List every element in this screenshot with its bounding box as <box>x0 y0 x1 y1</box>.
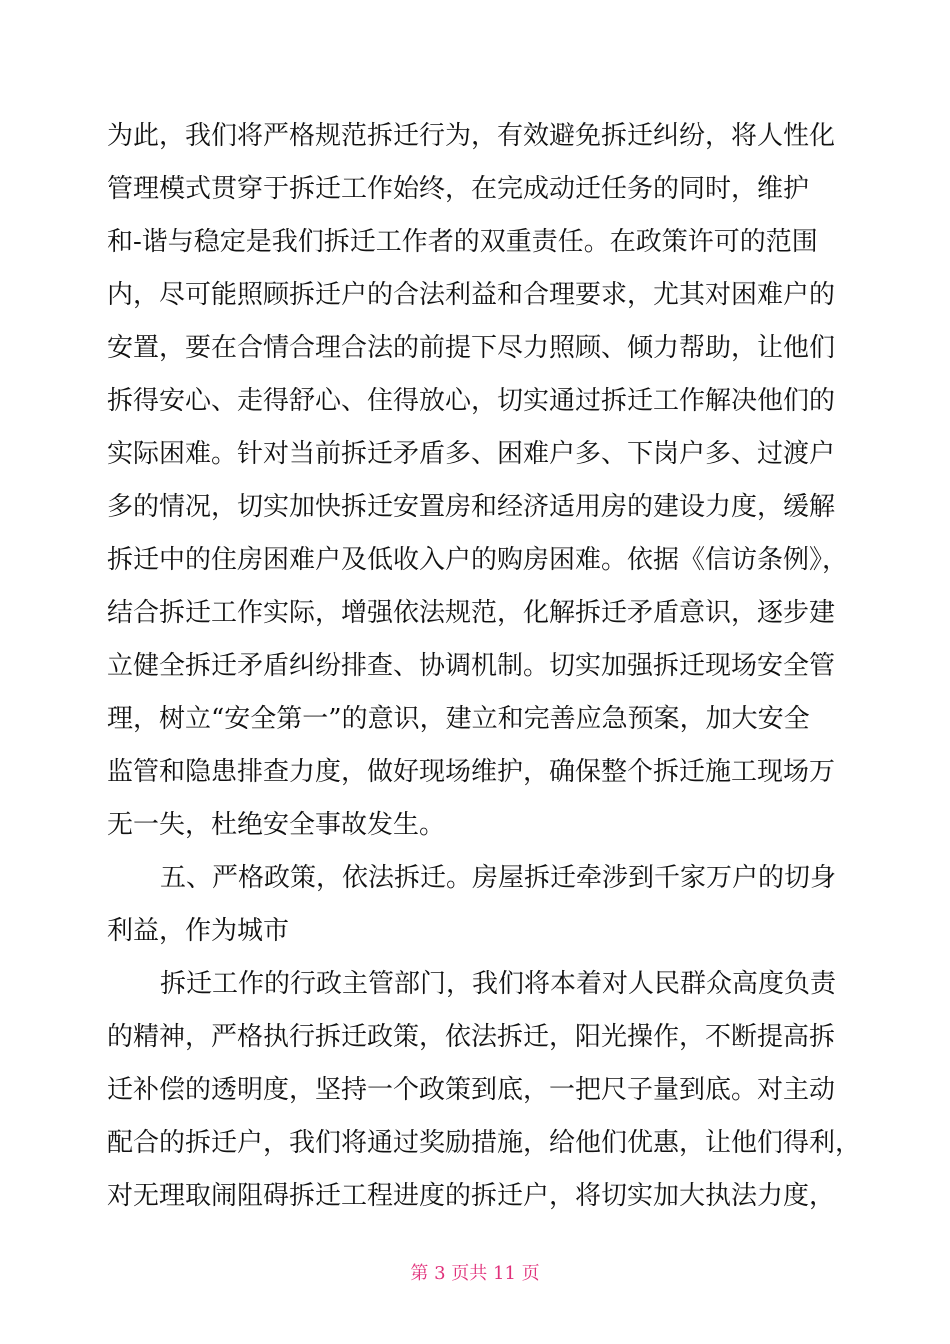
text-line: 对无理取闹阻碍拆迁工程进度的拆迁户，将切实加大执法力度， <box>107 1181 836 1211</box>
text-line: 的精神，严格执行拆迁政策，依法拆迁，阳光操作，不断提高拆 <box>107 1022 836 1052</box>
text-line: 结合拆迁工作实际，增强依法规范，化解拆迁矛盾意识，逐步建 <box>107 598 836 628</box>
text-line: 利益，作为城市 <box>107 916 290 946</box>
text-line: 安置，要在合情合理合法的前提下尽力照顾、倾力帮助，让他们 <box>107 333 836 363</box>
text-line: 五、严格政策，依法拆迁。房屋拆迁牵涉到千家万户的切身 <box>160 863 837 893</box>
page-number-footer: 第 3 页共 11 页 <box>410 1263 540 1284</box>
text-line: 为此，我们将严格规范拆迁行为，有效避免拆迁纠纷，将人性化 <box>107 121 836 151</box>
text-line: 配合的拆迁户，我们将通过奖励措施，给他们优惠，让他们得利， <box>107 1128 862 1158</box>
text-line: 实际困难。针对当前拆迁矛盾多、困难户多、下岗户多、过渡户 <box>107 439 836 469</box>
text-line: 拆得安心、走得舒心、住得放心，切实通过拆迁工作解决他们的 <box>107 386 836 416</box>
text-line: 监管和隐患排查力度，做好现场维护，确保整个拆迁施工现场万 <box>107 757 836 787</box>
text-line: 迁补偿的透明度，坚持一个政策到底，一把尺子量到底。对主动 <box>107 1075 836 1105</box>
text-line: 拆迁中的住房困难户及低收入户的购房困难。依据《信访条例》， <box>107 545 849 575</box>
document-body <box>107 110 862 1223</box>
text-line: 多的情况，切实加快拆迁安置房和经济适用房的建设力度，缓解 <box>107 492 836 522</box>
text-line: 拆迁工作的行政主管部门，我们将本着对人民群众高度负责 <box>160 969 837 999</box>
text-line: 管理模式贯穿于拆迁工作始终，在完成动迁任务的同时，维护 <box>107 174 810 204</box>
text-line: 理，树立“安全第一”的意识，建立和完善应急预案，加大安全 <box>107 704 810 734</box>
text-line: 立健全拆迁矛盾纠纷排查、协调机制。切实加强拆迁现场安全管 <box>107 651 836 681</box>
text-line: 和-谐与稳定是我们拆迁工作者的双重责任。在政策许可的范围 <box>107 227 818 257</box>
text-line: 内，尽可能照顾拆迁户的合法利益和合理要求，尤其对困难户的 <box>107 280 836 310</box>
text-line: 无一失，杜绝安全事故发生。 <box>107 810 446 840</box>
